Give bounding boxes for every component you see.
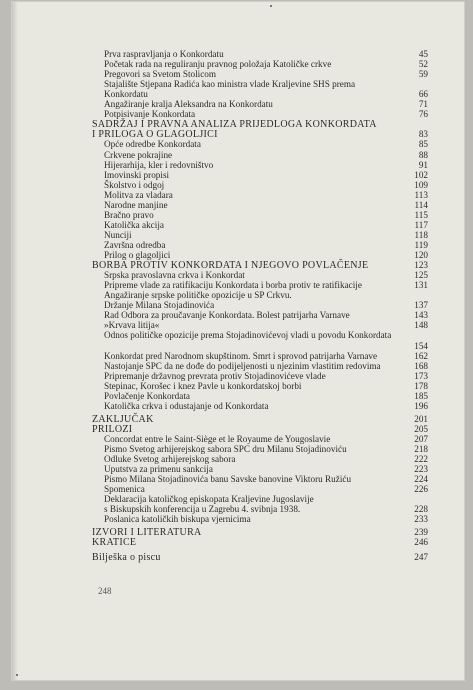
toc-entry-title: Završna odredba bbox=[104, 240, 166, 250]
toc-entry-title: Školstvo i odgoj bbox=[104, 179, 165, 190]
toc-entry-page: 162 bbox=[414, 350, 428, 361]
page-number: 248 bbox=[98, 586, 112, 596]
toc-entry bbox=[104, 209, 428, 220]
toc-entry-title: ZAKLJUČAK bbox=[92, 413, 154, 425]
toc-entry-title: IZVORI I LITERATURA bbox=[92, 527, 202, 539]
toc-entry-title: Srpska pravoslavna crkva i Konkordat bbox=[104, 270, 245, 281]
toc-entry-title: Stepinac, Korošec i knez Pavle u konkordatskoj borbi bbox=[104, 380, 302, 391]
toc-entry-page: 154 bbox=[414, 340, 428, 351]
toc-entry bbox=[104, 109, 428, 120]
toc-entry-page: 185 bbox=[414, 390, 428, 401]
toc-entry bbox=[104, 330, 391, 340]
toc-entry bbox=[104, 169, 428, 180]
toc-entry-title: Bračno pravo bbox=[104, 209, 154, 220]
toc-entry-page: 120 bbox=[414, 250, 428, 260]
toc-entry-page: 226 bbox=[414, 484, 428, 495]
toc-entry-title: Pregovori sa Svetom Stolicom bbox=[104, 69, 217, 80]
toc-entry bbox=[104, 219, 428, 230]
toc-entry-title: Opće odredbe Konkordata bbox=[104, 139, 201, 150]
toc-entry-title: Crkvene pokrajine bbox=[104, 149, 173, 160]
toc-entry-page: 233 bbox=[414, 514, 428, 525]
toc-entry-title: I PRILOGA O GLAGOLJICI bbox=[92, 129, 218, 141]
toc-entry bbox=[104, 229, 428, 240]
toc-entry bbox=[104, 320, 428, 331]
toc-entry bbox=[104, 310, 428, 321]
toc-entry-page: 224 bbox=[414, 474, 428, 485]
toc-entry-page: 137 bbox=[414, 300, 428, 311]
toc-entry bbox=[104, 240, 428, 250]
toc-entry-title: Deklaracija katoličkog episkopata Kraljevine Jugoslavije bbox=[104, 494, 314, 505]
toc-entry-page: 125 bbox=[414, 270, 428, 281]
toc-entry-title: SADRŽAJ I PRAVNA ANALIZA PRIJEDLOGA KONKORDATA bbox=[92, 119, 377, 131]
toc-entry-title: »Krvava litija« bbox=[104, 320, 160, 331]
toc-entry-title: Povlačenje Konkordata bbox=[104, 390, 190, 401]
toc-entry-page: 109 bbox=[414, 179, 428, 190]
toc-entry-title: Bilješka o piscu bbox=[92, 551, 161, 563]
toc-entry-title: Angažiranje srpske političke opozicije u SP Crkvu. bbox=[104, 290, 292, 301]
toc-entry-title: PRILOZI bbox=[92, 423, 133, 435]
toc-entry-title: Uputstva za primenu sankcija bbox=[104, 464, 213, 475]
toc-entry-page: 117 bbox=[414, 219, 428, 230]
toc-entry-title: Stajalište Stjepana Radića kao ministra vlade Kraljevine SHS prema bbox=[104, 79, 356, 90]
toc-entry bbox=[104, 290, 292, 300]
toc-entry-title: Molitva za vladara bbox=[104, 189, 173, 200]
toc-entry-page: 143 bbox=[414, 310, 428, 321]
toc-entry-title: Pripremanje državnog prevrata protiv Stojadinovićeve vlade bbox=[104, 370, 326, 381]
toc-entry-title: Hijerarhija, kler i redovništvo bbox=[104, 159, 214, 170]
toc-entry-page: 102 bbox=[414, 169, 428, 180]
toc-entry bbox=[104, 139, 428, 150]
toc-entry-page: 239 bbox=[414, 527, 428, 538]
toc-entry bbox=[104, 360, 428, 371]
toc-entry-page: 178 bbox=[414, 380, 428, 391]
toc-entry-title: s Biskupskih konferencija u Zagrebu 4. svibnja 1938. bbox=[104, 504, 301, 515]
toc-entry bbox=[104, 484, 428, 495]
toc-entry-page: 91 bbox=[418, 159, 428, 170]
toc-entry-page: 45 bbox=[418, 49, 428, 59]
toc-entry-page: 115 bbox=[414, 209, 428, 220]
toc-entry-page: 228 bbox=[414, 504, 428, 515]
toc-entry-title: KRATICE bbox=[92, 537, 137, 549]
toc-entry-page: 222 bbox=[414, 454, 428, 464]
toc-entry-title: Držanje Milana Stojadinovića bbox=[104, 300, 215, 311]
toc-entry-title: Narodne manjine bbox=[104, 199, 168, 210]
toc-entry-title: Konkordatu bbox=[104, 89, 148, 100]
toc-entry bbox=[104, 189, 428, 200]
toc-entry-page: 218 bbox=[414, 444, 428, 454]
toc-entry bbox=[104, 400, 428, 411]
toc-entry-page: 114 bbox=[414, 199, 428, 210]
toc-entry bbox=[104, 59, 428, 69]
book-page bbox=[12, 2, 464, 680]
toc-entry-page: 85 bbox=[418, 139, 428, 150]
toc-entry-page: 196 bbox=[414, 400, 428, 411]
toc-entry bbox=[104, 99, 428, 110]
toc-entry-title: Concordat entre le Saint-Siège et le Royaume de Yougoslavie bbox=[104, 433, 331, 444]
toc-entry-page: 207 bbox=[414, 433, 428, 444]
toc-entry-title: Pismo Milana Stojadinovića banu Savske banovine Viktoru Ružiću bbox=[104, 474, 352, 485]
toc-entry-title: Konkordat pred Narodnom skupštinom. Smrt i sprovod patrijarha Varnave bbox=[104, 350, 378, 361]
toc-entry-page: 223 bbox=[414, 464, 428, 475]
toc-entry bbox=[104, 79, 355, 89]
toc-entry bbox=[104, 390, 428, 401]
toc-entry bbox=[104, 370, 428, 381]
toc-entry bbox=[104, 474, 428, 485]
toc-entry-page: 205 bbox=[414, 423, 428, 434]
toc-entry-page: 66 bbox=[418, 89, 428, 100]
toc-entry-title: Početak rada na reguliranju pravnog položaja Katoličke crkve bbox=[104, 59, 332, 69]
toc-entry-title: Pismo Svetog arhijerejskog sabora SPC dru Milanu Stojadinoviću bbox=[104, 444, 347, 454]
toc-entry bbox=[104, 504, 428, 515]
toc-entry-page: 173 bbox=[414, 370, 428, 381]
toc-entry-page: 131 bbox=[414, 280, 428, 291]
toc-entry-page: 148 bbox=[414, 320, 428, 331]
toc-entry-title: Spomenica bbox=[104, 484, 145, 495]
toc-entry bbox=[104, 300, 428, 311]
toc-entry bbox=[104, 49, 428, 59]
toc-entry-page: 52 bbox=[418, 59, 428, 69]
toc-entry bbox=[104, 199, 428, 210]
toc-entry-page: 113 bbox=[414, 189, 428, 200]
toc-entry bbox=[92, 537, 428, 549]
toc-entry-title: Angažiranje kralja Aleksandra na Konkordatu bbox=[104, 99, 273, 110]
toc-entry-page: 76 bbox=[418, 109, 428, 120]
toc-entry-title: Odnos političke opozicije prema Stojadinovićevoj vladi u povodu Konkordata bbox=[104, 330, 392, 341]
toc-entry-title: Pripreme vlade za ratifikaciju Konkordata i borba protiv te ratifikacije bbox=[104, 280, 362, 291]
toc-entry bbox=[104, 250, 428, 260]
toc-entry-page: 123 bbox=[414, 260, 428, 271]
toc-entry-page: 71 bbox=[418, 99, 428, 110]
toc-entry-title: Nunciji bbox=[104, 229, 132, 240]
toc-entry-title: BORBA PROTIV KONKORDATA I NJEGOVO POVLAČENJE bbox=[92, 260, 369, 272]
toc-entry bbox=[104, 454, 428, 464]
toc-entry bbox=[104, 270, 428, 281]
toc-entry bbox=[104, 89, 428, 100]
toc-entry-page: 246 bbox=[414, 537, 428, 548]
toc-entry-page: 118 bbox=[414, 229, 428, 240]
toc-entry-title: Imovinski propisi bbox=[104, 169, 170, 180]
toc-entry bbox=[104, 380, 428, 391]
toc-entry-title: Rad Odbora za proučavanje Konkordata. Bolest patrijarha Varnave bbox=[104, 310, 350, 321]
toc-entry bbox=[104, 179, 428, 190]
toc-entry-page: 88 bbox=[418, 149, 428, 160]
table-of-contents bbox=[12, 2, 464, 680]
toc-entry bbox=[104, 464, 428, 475]
toc-entry bbox=[104, 159, 428, 170]
toc-entry-title: Prilog o glagoljici bbox=[104, 250, 171, 260]
toc-entry-page: 59 bbox=[418, 69, 428, 80]
toc-entry-page: 119 bbox=[414, 240, 428, 250]
toc-entry-title: Poslanica katoličkih biskupa vjernicima bbox=[104, 514, 251, 525]
toc-entry bbox=[104, 149, 428, 160]
toc-entry bbox=[104, 433, 428, 444]
toc-entry bbox=[104, 280, 428, 291]
toc-entry bbox=[92, 551, 428, 563]
toc-entry bbox=[104, 494, 314, 504]
toc-entry-title: Katolička akcija bbox=[104, 219, 164, 230]
toc-entry-page: 247 bbox=[414, 551, 428, 562]
toc-entry-page: 201 bbox=[414, 413, 428, 424]
toc-entry-page: 168 bbox=[414, 360, 428, 371]
toc-entry-title: Prva raspravljanja o Konkordatu bbox=[104, 49, 224, 59]
toc-entry-page: 83 bbox=[418, 129, 428, 140]
toc-entry-title: Katolička crkva i odustajanje od Konkordata bbox=[104, 400, 269, 411]
toc-entry-title: Nastojanje SPC da ne dođe do podijeljenosti u njezinim vlastitim redovima bbox=[104, 360, 381, 371]
toc-entry bbox=[104, 444, 428, 454]
toc-entry bbox=[104, 69, 428, 80]
toc-entry bbox=[104, 350, 428, 361]
toc-entry-title: Potpisivanje Konkordata bbox=[104, 109, 196, 120]
toc-entry bbox=[104, 514, 428, 525]
toc-entry-title: Odluke Svetog arhijerejskog sabora bbox=[104, 454, 236, 464]
